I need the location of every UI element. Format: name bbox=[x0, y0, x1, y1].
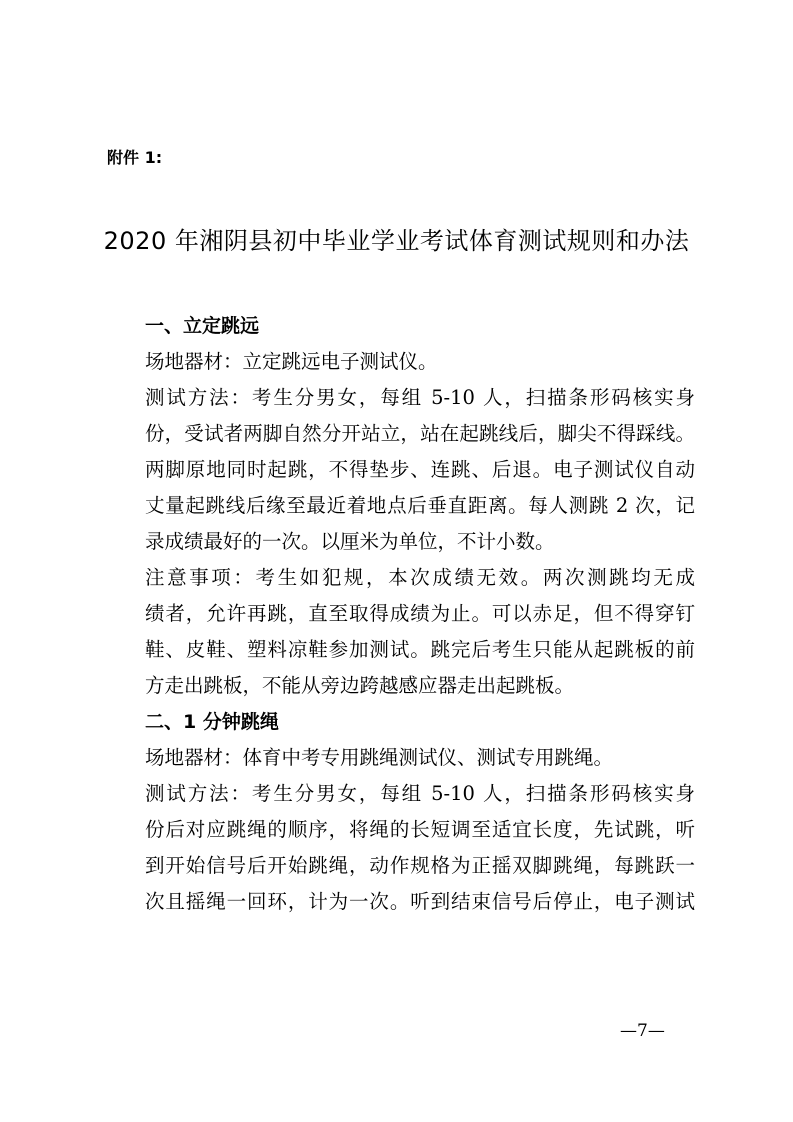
section-2-method bbox=[107, 776, 695, 920]
paragraph-line: 场地器材：体育中考专用跳绳测试仪、测试专用跳绳。 bbox=[145, 746, 614, 769]
paragraph-line: 录成绩最好的一次。以厘米为单位，不计小数。 bbox=[145, 530, 555, 553]
paragraph-line: 方走出跳板，不能从旁边跨越感应器走出起跳板。 bbox=[145, 674, 575, 697]
paragraph-line: 场地器材：立定跳远电子测试仪。 bbox=[145, 350, 438, 373]
section-1-notes bbox=[107, 560, 695, 704]
paragraph-line: 测试方法：考生分男女，每组 5-10 人，扫描条形码核实身 bbox=[145, 386, 695, 409]
paragraph-line: 鞋、皮鞋、塑料凉鞋参加测试。跳完后考生只能从起跳板的前 bbox=[145, 638, 695, 661]
paragraph-line: 绩者，允许再跳，直至取得成绩为止。可以赤足，但不得穿钉 bbox=[145, 602, 695, 625]
section-1-heading: 一、立定跳远 bbox=[145, 315, 260, 337]
paragraph-line: 测试方法：考生分男女，每组 5-10 人，扫描条形码核实身 bbox=[145, 782, 695, 805]
section-1-equipment bbox=[107, 344, 695, 380]
paragraph-line: 丈量起跳线后缘至最近着地点后垂直距离。每人测跳 2 次，记 bbox=[145, 494, 695, 517]
paragraph-line: 两脚原地同时起跳，不得垫步、连跳、后退。电子测试仪自动 bbox=[145, 458, 695, 481]
annex-label: 附件 1: bbox=[107, 148, 163, 167]
paragraph-line: 份后对应跳绳的顺序，将绳的长短调至适宜长度，先试跳，听 bbox=[145, 818, 695, 841]
section-1-method bbox=[107, 380, 695, 560]
paragraph-line: 次且摇绳一回环，计为一次。听到结束信号后停止，电子测试 bbox=[145, 890, 695, 913]
paragraph-line: 到开始信号后开始跳绳，动作规格为正摇双脚跳绳，每跳跃一 bbox=[145, 854, 695, 877]
document-title: 2020 年湘阴县初中毕业学业考试体育测试规则和办法 bbox=[103, 227, 690, 255]
section-2-equipment bbox=[107, 740, 695, 776]
section-2-heading: 二、1 分钟跳绳 bbox=[145, 711, 279, 733]
paragraph-line: 注意事项：考生如犯规，本次成绩无效。两次测跳均无成 bbox=[145, 566, 695, 589]
document-body bbox=[107, 308, 695, 920]
paragraph-line: 份，受试者两脚自然分开站立，站在起跳线后，脚尖不得踩线。 bbox=[145, 422, 695, 445]
page-number: —7— bbox=[620, 1021, 665, 1041]
